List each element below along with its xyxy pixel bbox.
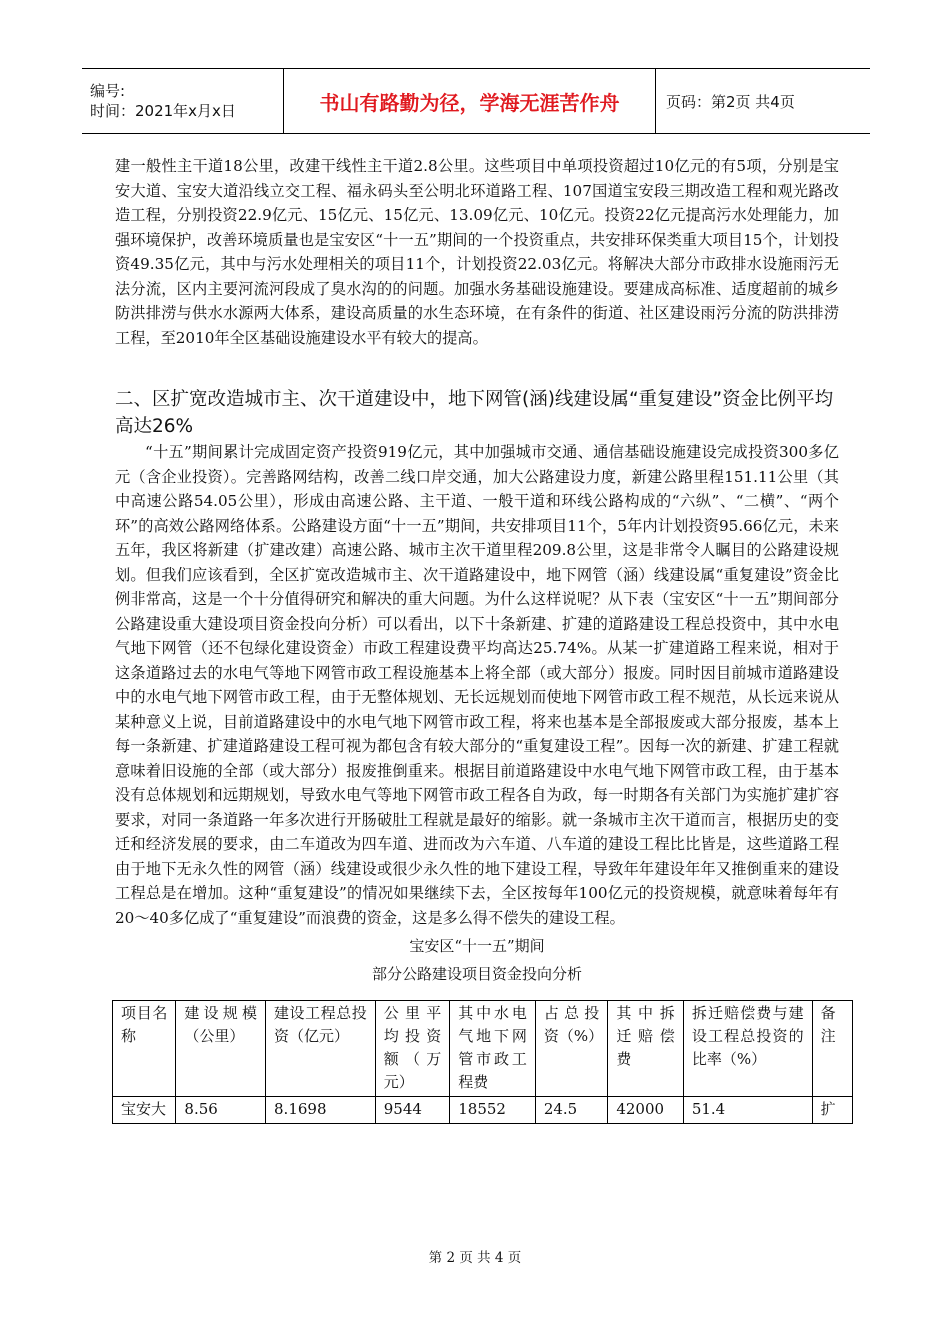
table-cell: 8.56 [176, 1097, 266, 1124]
document-body [115, 154, 839, 1124]
table-cell: 9544 [375, 1097, 450, 1124]
header-page-info: 页码：第2页 共4页 [666, 92, 795, 111]
header-cell: 建设工程总投资（亿元） [266, 1001, 376, 1097]
table-cell: 8.1698 [266, 1097, 376, 1124]
table-caption-line-2: 部分公路建设项目资金投向分析 [371, 965, 582, 983]
table-row [113, 1097, 853, 1124]
table-cell: 18552 [450, 1097, 536, 1124]
header-cell: 公里平均投资额（万元） [375, 1001, 450, 1097]
header-cell: 拆迁赔偿费与建设工程总投资的比率（%） [683, 1001, 812, 1097]
page-header [82, 68, 870, 134]
table-cell: 扩 [812, 1097, 852, 1124]
header-cell: 项目名称 [113, 1001, 176, 1097]
paragraph-2: “十五”期间累计完成固定资产投资919亿元，其中加强城市交通、通信基础设施建设完成投资300多亿元（含企业投资）。完善路网结构，改善二线口岸交通，加大公路建设力度，新建公路里程151.11公里（其中高速公路54.05公里），形成由高速公路、主干道、一般干道和环线公路构成的“六纵”、“二横”、“两个环”的高效公路网络体系。公路建设方面“十一五”期间，共安排项目11个，5年内计划投资95.66亿元，未来五年，我区将新建（扩建改建）高速公路、城市主次干道里程209.8公里，这是非常令人瞩目的公路建设规划。但我们应该看到，全区扩宽改造城市主、次干道路建设中，地下网管（涵）线建设属“重复建设”资金比例非常高，这是一个十分值得研究和解决的重大问题。为什么这样说呢？从下表（宝安区“十一五”期间部分公路建设重大建设项目资金投向分析）可以看出，以下十条新建、扩建的道路建设工程总投资中，其中水电气地下网管（还不包绿化建设资金）市政工程建设费平均高达25.74%。从某一扩建道路工程来说，相对于这条道路过去的水电气等地下网管市政工程设施基本上将全部（或大部分）报废。同时因目前城市道路建设中的水电气地下网管市政工程，由于无整体规划、无长远规划而使地下网管市政工程不规范，从长远来说从某种意义上说，目前道路建设中的水电气地下网管市政工程，将来也基本是全部报废或大部分报废，基本上每一条新建、扩建道路建设工程可视为都包含有较大部分的“重复建设工程”。因每一次的新建、扩建工程就意味着旧设施的全部（或大部分）报废推倒重来。根据目前道路建设中水电气地下网管市政工程，由于基本没有总体规划和远期规划，导致水电气等地下网管市政工程各自为政，每一时期各有关部门为实施扩建扩容要求，对同一条道路一年多次进行开肠破肚工程就是最好的缩影。就一条城市主次干道而言，根据历史的变迁和经济发展的要求，由二车道改为四车道、进而改为六车道、八车道的建设工程比比皆是，这些道路工程由于地下无永久性的网管（涵）线建设或很少永久性的地下建设工程，导致年年建设年年又推倒重来的建设工程总是在增加。这种“重复建设”的情况如果继续下去，全区按每年100亿元的投资规模，就意味着每年有20～40多亿成了“重复建设”而浪费的资金，这是多么得不偿失的建设工程。 [115, 443, 839, 927]
header-cell: 其中水电气地下网管市政工程费 [450, 1001, 536, 1097]
paragraph-1: 建一般性主干道18公里，改建干线性主干道2.8公里。这些项目中单项投资超过10亿元的有5项，分别是宝安大道、宝安大道沿线立交工程、福永码头至公明北环道路工程、107国道宝安段三期改造工程和观光路改造工程，分别投资22.9亿元、15亿元、15亿元、13.09亿元、10亿元。投资22亿元提高污水处理能力，加强环境保护，改善环境质量也是宝安区“十一五”期间的一个投资重点，共安排环保类重大项目15个，计划投资49.35亿元，其中与污水处理相关的项目11个，计划投资22.03亿元。将解决大部分市政排水设施雨污无法分流，区内主要河流河段成了臭水沟的的问题。加强水务基础设施建设。要建成高标准、适度超前的城乡防洪排涝与供水水源两大体系，建设高质量的水生态环境，在有条件的街道、社区建设雨污分流的防洪排涝工程，至2010年全区基础设施建设水平有较大的提高。 [115, 157, 839, 347]
header-motto: 书山有路勤为径，学海无涯苦作舟 [284, 69, 656, 133]
doc-time-label: 时间：2021年x月x日 [90, 102, 236, 120]
table-cell: 24.5 [535, 1097, 607, 1124]
section-heading-2: 二、区扩宽改造城市主、次干道建设中，地下网管(涵)线建设属“重复建设”资金比例平均高达26% [115, 389, 834, 437]
header-cell: 占总投资（%） [535, 1001, 607, 1097]
header-cell: 备注 [812, 1001, 852, 1097]
doc-number-label: 编号: [90, 82, 126, 100]
header-left-cell [82, 69, 284, 133]
table-cell: 42000 [608, 1097, 684, 1124]
investment-table [112, 1000, 853, 1124]
page-footer: 第 2 页 共 4 页 [428, 1250, 522, 1266]
table-header-row [113, 1001, 853, 1097]
table-caption-line-1: 宝安区“十一五”期间 [409, 937, 545, 955]
table-cell: 51.4 [683, 1097, 812, 1124]
header-cell: 建设规模（公里） [176, 1001, 266, 1097]
header-cell: 其中拆迁赔偿费 [608, 1001, 684, 1097]
table-cell: 宝安大 [113, 1097, 176, 1124]
